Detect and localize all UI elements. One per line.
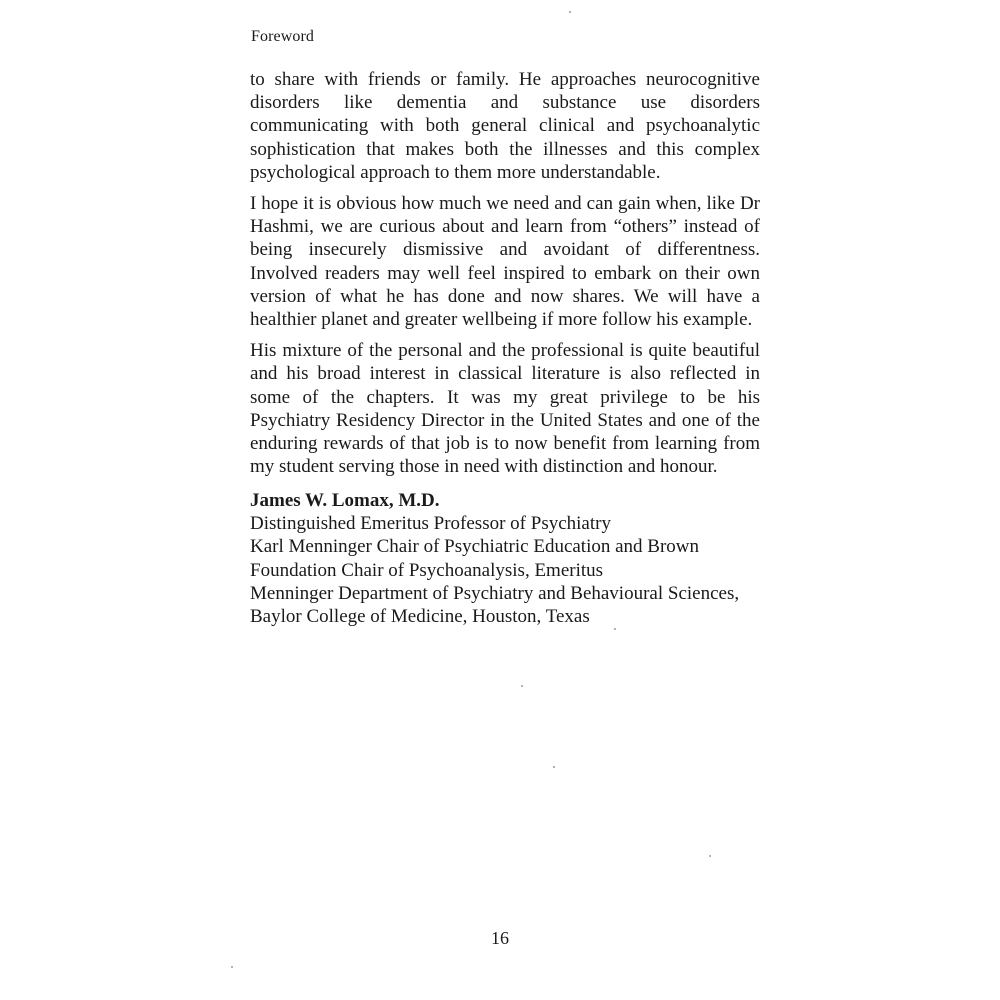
paragraph: His mixture of the personal and the professional is quite beautiful and his broad interest in classical literature is also reflected in some of the chapters. It was my great privilege to be his Psychiatry Residency Director in the United States and one of the enduring rewards of that job is to now benefit from learning from my student serving those in need with distinction and honour. xyxy=(250,340,760,478)
author-title-line: Baylor College of Medicine, Houston, Texas xyxy=(250,606,590,628)
scan-speck xyxy=(521,685,523,687)
scan-speck xyxy=(231,966,233,968)
paragraph: to share with friends or family. He approaches neurocognitive disorders like dementia and substance use disorders communicating with both general clinical and psychoanalytic sophistication that makes both the illnesses and this complex psychological approach to them more understandable. xyxy=(250,69,760,183)
signature-block xyxy=(250,489,770,628)
author-name: James W. Lomax, M.D. xyxy=(250,490,440,511)
scan-speck xyxy=(553,766,555,768)
author-title-line: Distinguished Emeritus Professor of Psychiatry xyxy=(250,513,611,535)
running-head: Foreword xyxy=(251,28,315,45)
author-title-line: Karl Menninger Chair of Psychiatric Education and Brown xyxy=(250,536,700,558)
author-title-line: Foundation Chair of Psychoanalysis, Emeritus xyxy=(250,559,604,581)
body-text xyxy=(250,68,760,486)
page-number: 16 xyxy=(491,928,509,948)
paragraph: I hope it is obvious how much we need and can gain when, like Dr Hashmi, we are curious about and learn from “others” instead of being insecurely dismissive and avoidant of differentness. Involved readers may well feel inspired to embark on their own version of what he has done and now shares. We will have a healthier planet and greater wellbeing if more follow his example. xyxy=(250,193,760,331)
author-title-line: Menninger Department of Psychiatry and Behavioural Sciences, xyxy=(250,582,740,604)
scan-speck xyxy=(614,628,616,630)
scan-speck xyxy=(709,855,711,857)
scan-speck xyxy=(569,11,571,13)
